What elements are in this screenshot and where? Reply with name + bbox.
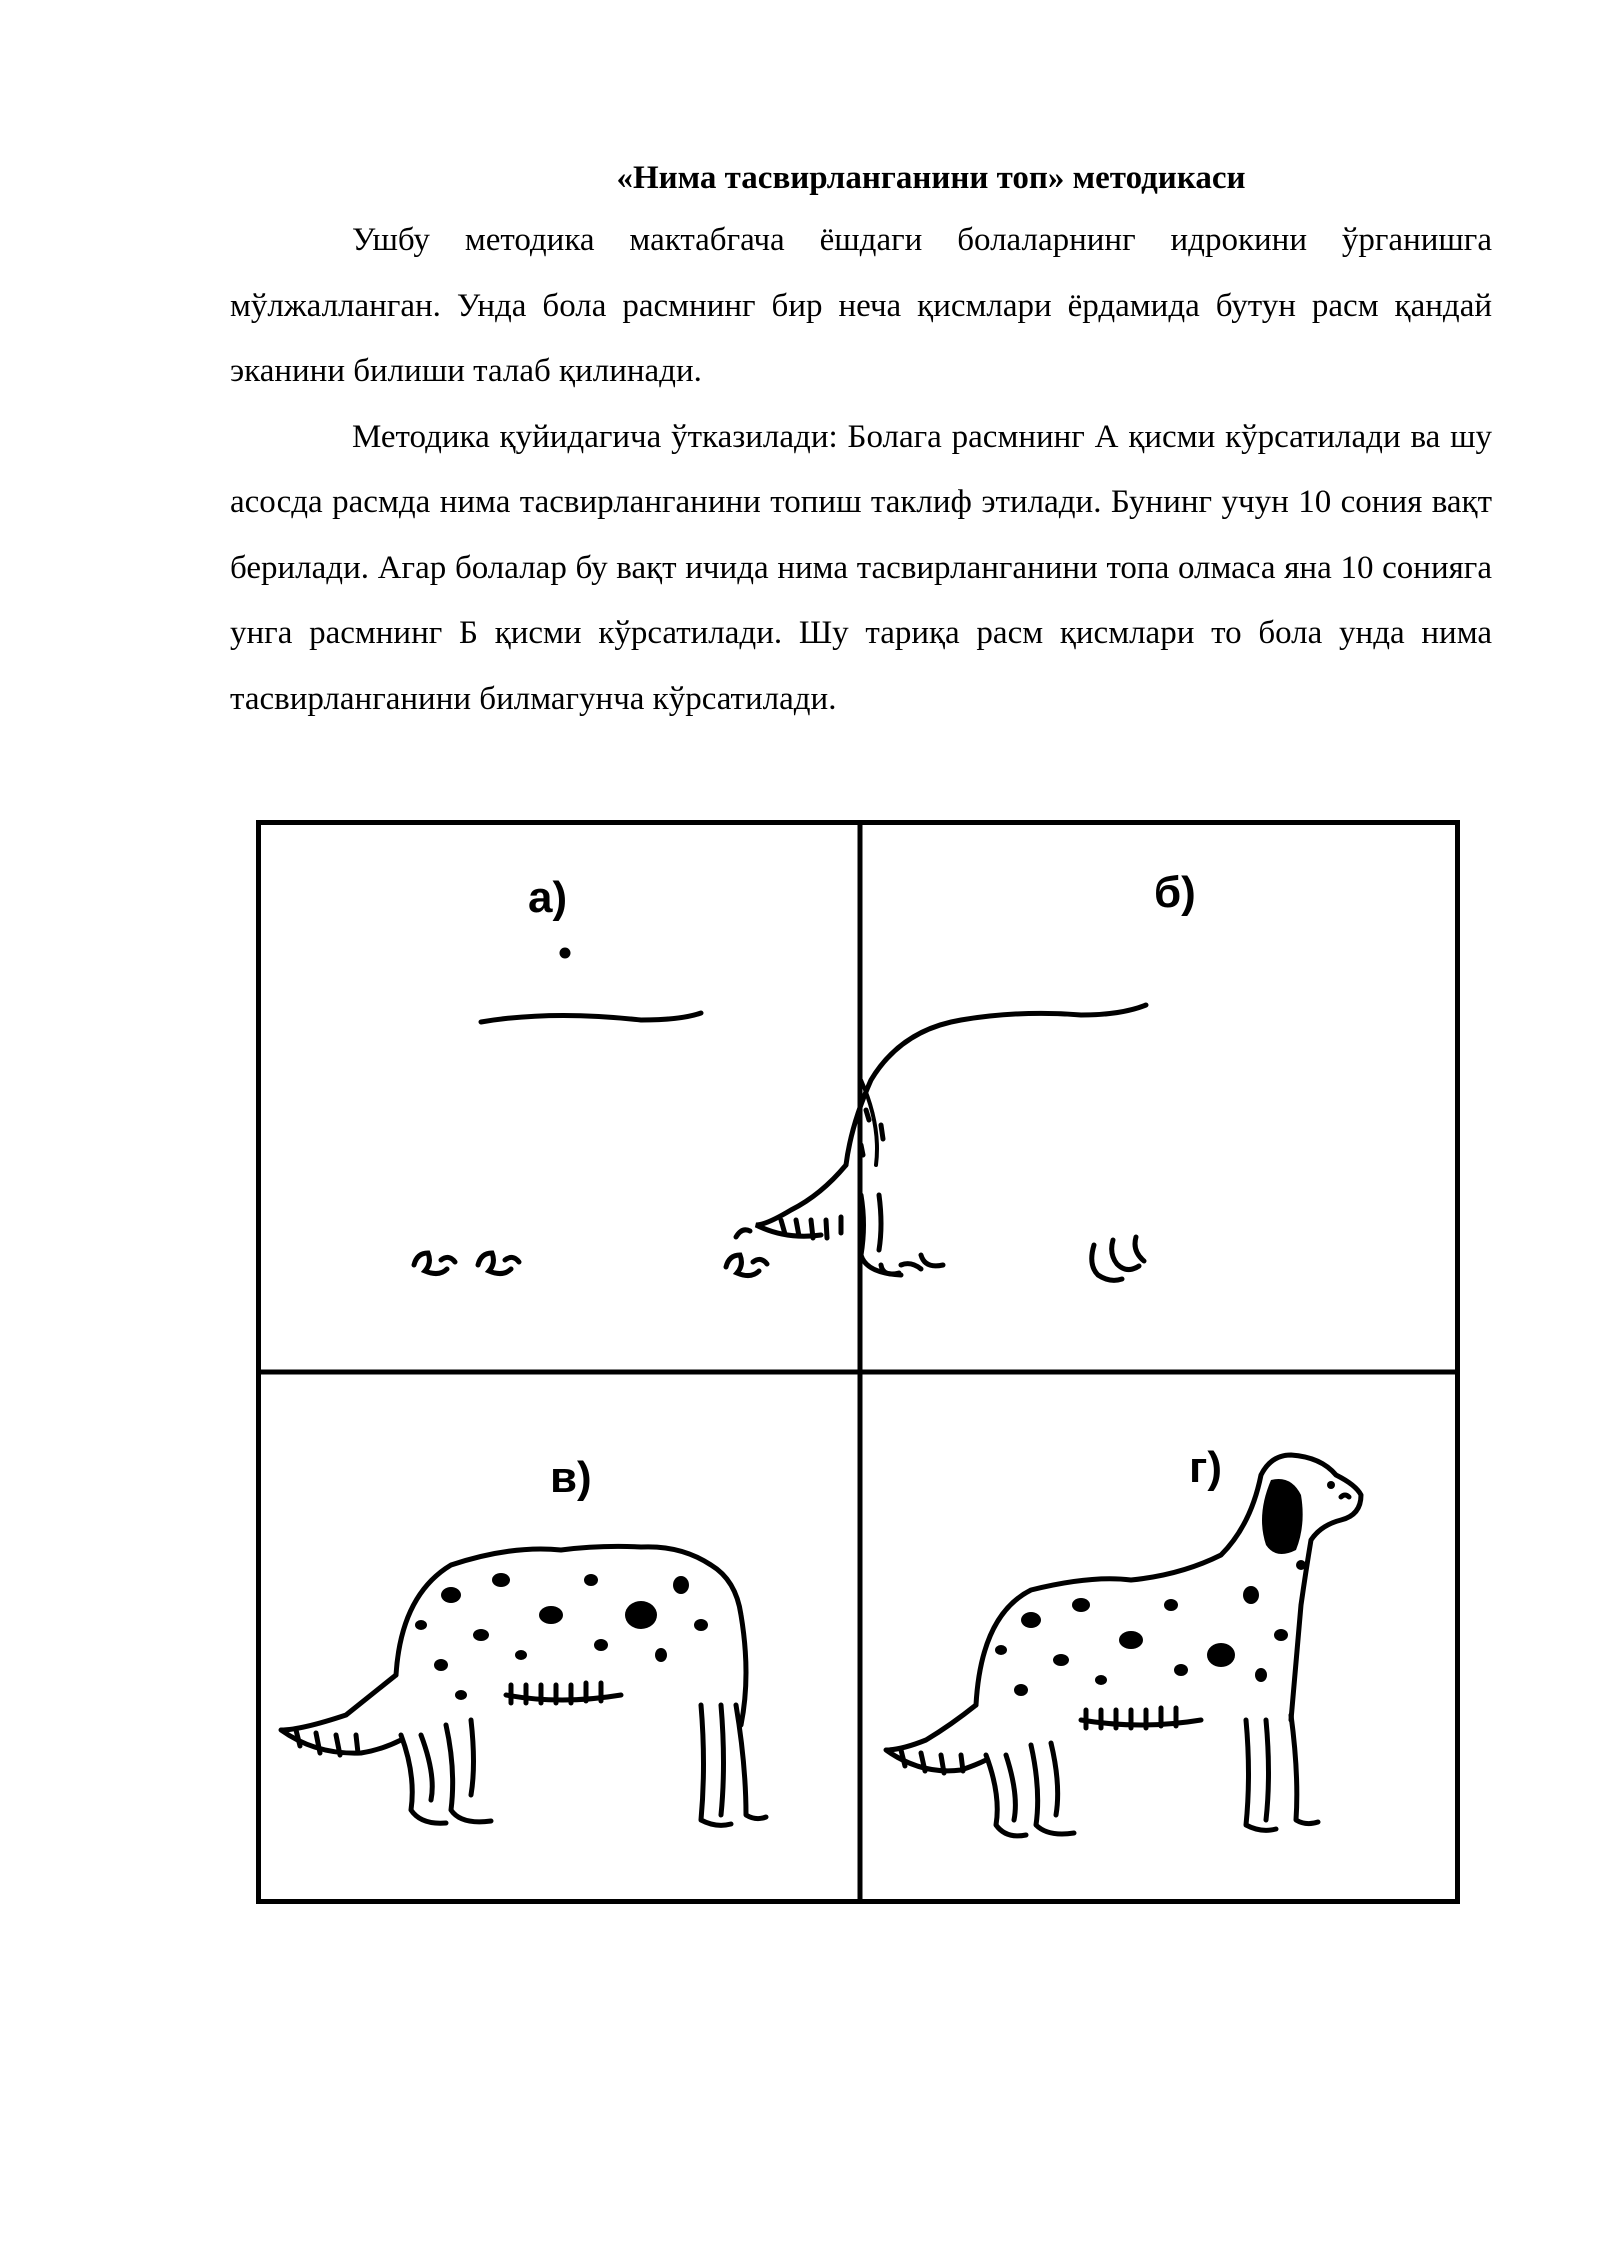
panel-a-drawing [414, 950, 767, 1276]
dog-figure [256, 820, 1460, 1904]
document-title: «Нима тасвирланганини топ» методикаси [616, 160, 1246, 196]
panel-label-a: а) [528, 873, 568, 922]
paragraph-2: Методика қуйидагича ўтказилади: Болага расмнинг А қисми кўрсатилади ва шу асосда расмда нима тасвирланганини топиш таклиф этилади. Бунинг учун 10 сония вақт берилади. Агар болалар бу вақт ичида нима тасвирланганини топа олмаса яна 10 сонияга унга расмнинг Б қисми кўрсатилади. Шу тариқа расм қисмлари то бола унда нима тасвирланганини билмагунча кўрсатилади. [230, 418, 1492, 717]
panel-label-d: г) [1189, 1443, 1222, 1492]
panel-label-b: б) [1154, 868, 1196, 917]
panel-d-drawing [886, 1455, 1361, 1836]
panel-c-spots [415, 1573, 708, 1700]
panel-b-drawing [756, 1005, 1146, 1280]
panel-label-c: в) [550, 1453, 592, 1502]
panel-c-drawing [281, 1546, 766, 1825]
figure-drawing [261, 825, 1455, 1899]
text-block [230, 148, 1492, 732]
paragraph-1: Ушбу методика мактабгача ёшдаги болаларнинг идрокини ўрганишга мўлжалланган. Унда бола расмнинг бир неча қисмлари ёрдамида бутун расм қандай эканини билиши талаб қилинади. [230, 222, 1492, 389]
